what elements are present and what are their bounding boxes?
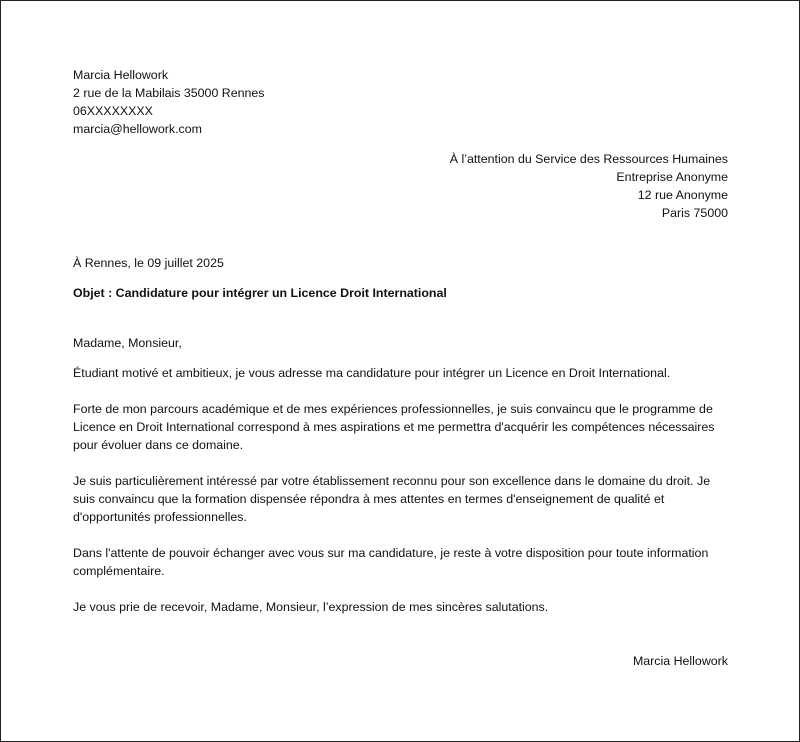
salutation: Madame, Monsieur, xyxy=(73,336,182,350)
paragraph-background: Forte de mon parcours académique et de mes expériences professionnelles, je suis convaincu que le programme de Licence en Droit International correspond à mes aspirations et me permettra d'acquérir les compétences nécessaires pour évoluer dans ce domaine. xyxy=(73,402,715,452)
letter-content xyxy=(73,66,728,670)
paragraph-institution: Je suis particulièrement intéressé par votre établissement reconnu pour son excellence dans le domaine du droit. Je suis convaincu que la formation dispensée répondra à mes attentes en termes d'enseignement de qualité et d'opportunités professionnelles. xyxy=(73,474,711,524)
sender-address: 2 rue de la Mabilais 35000 Rennes xyxy=(73,86,265,100)
signature: Marcia Hellowork xyxy=(632,654,728,668)
recipient-city: Paris 75000 xyxy=(661,206,728,220)
paragraph-availability: Dans l'attente de pouvoir échanger avec vous sur ma candidature, je reste à votre disposition pour toute information complémentaire. xyxy=(73,546,709,578)
recipient-attention: À l’attention du Service des Ressources Humaines xyxy=(449,152,728,166)
paragraph-closing: Je vous prie de recevoir, Madame, Monsieur, l’expression de mes sincères salutations. xyxy=(73,600,549,614)
paragraph-intro: Étudiant motivé et ambitieux, je vous adresse ma candidature pour intégrer un Licence en Droit International. xyxy=(73,366,671,380)
subject-line: Objet : Candidature pour intégrer un Licence Droit International xyxy=(73,286,447,300)
date-line: À Rennes, le 09 juillet 2025 xyxy=(73,256,224,270)
recipient-street: 12 rue Anonyme xyxy=(637,188,728,202)
sender-phone: 06XXXXXXXX xyxy=(73,104,153,118)
sender-name: Marcia Hellowork xyxy=(73,68,169,82)
sender-email: marcia@hellowork.com xyxy=(73,122,202,136)
recipient-company: Entreprise Anonyme xyxy=(616,170,728,184)
recipient-block xyxy=(73,150,728,222)
sender-block xyxy=(73,66,728,138)
